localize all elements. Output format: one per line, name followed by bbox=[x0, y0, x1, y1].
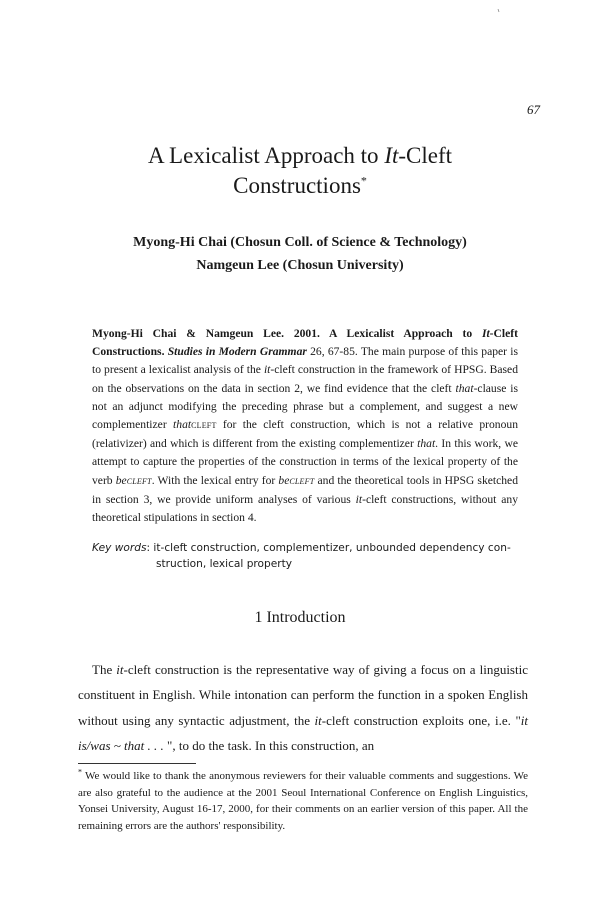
section-heading: 1 Introduction bbox=[254, 609, 346, 626]
abstract-text-5: . In this work, we attempt to capture the properties of the construction in terms of the lexical property of the verb bbox=[92, 437, 518, 487]
scan-mark bbox=[497, 0, 500, 4]
abstract-text-6: . With the lexical entry for bbox=[151, 473, 279, 487]
intro-text-2: -cleft construction is the representative way of giving a focus on a linguistic constituent in English. While intonation can perform the function in a spoken English without using any syntactic adjustment, the bbox=[78, 662, 528, 728]
abstract-cleft-subscript-3: CLEFT bbox=[289, 476, 315, 486]
abstract-text-3: -clause is not an adjunct modifying the preceding phrase but a complement, and suggest a new complementizer bbox=[92, 381, 518, 432]
abstract-it-2: it bbox=[355, 492, 363, 506]
intro-it-1: it bbox=[116, 662, 124, 677]
intro-text-4: ", to do the task. In this construction, an bbox=[167, 737, 375, 753]
citation-authors: Myong-Hi Chai & Namgeun Lee. 2001. A Lexicalist Approach to bbox=[92, 327, 482, 340]
abstract-text-8: -cleft constructions, without any theoretical stipulations in section 4. bbox=[92, 492, 518, 525]
abstract-be-2: be bbox=[278, 473, 290, 487]
abstract-be-1: be bbox=[115, 473, 127, 487]
page-number: 67 bbox=[527, 102, 540, 117]
footnote-text: We would like to thank the anonymous reviewers for their valuable comments and suggestions. We are also grateful to the audience at the 2001 Seoul International Conference on English Linguistics, Yonsei University, August 16-17, 2000, for their comments on an earlier version of this paper. All the remaining errors are the authors' responsibility. bbox=[78, 770, 528, 832]
keywords-line-1: : it-cleft construction, complementizer, unbounded dependency con- bbox=[146, 542, 511, 554]
volume-pages: 26, 67-85. bbox=[306, 345, 358, 359]
title-text-2: -Cleft bbox=[398, 143, 453, 168]
author-line-2: Namgeun Lee (Chosun University) bbox=[196, 258, 404, 273]
abstract bbox=[92, 325, 518, 527]
abstract-it-1: it bbox=[263, 363, 271, 377]
intro-it-2: it bbox=[314, 712, 322, 728]
footnote bbox=[78, 768, 528, 834]
title-text-1: A Lexicalist Approach to bbox=[147, 143, 385, 168]
title-footnote-mark: * bbox=[360, 173, 367, 188]
paper-title bbox=[0, 141, 600, 201]
intro-text-1: The bbox=[92, 662, 117, 677]
keywords bbox=[92, 541, 522, 572]
abstract-that-1: that bbox=[455, 381, 474, 395]
citation-it: It bbox=[481, 327, 490, 340]
abstract-text-2: -cleft construction in the framework of HPSG. Based on the observations on the data in section 2, we find evidence that the cleft bbox=[92, 363, 518, 395]
author-line-1: Myong-Hi Chai (Chosun Coll. of Science & Technology) bbox=[133, 235, 467, 250]
intro-paragraph bbox=[78, 657, 528, 758]
footnote-divider bbox=[78, 763, 196, 764]
intro-pattern: it is/was ~ that . . . bbox=[78, 712, 528, 753]
journal-name: Studies in Modern Grammar bbox=[167, 345, 307, 359]
abstract-that-cleft: that bbox=[173, 418, 192, 432]
keywords-label: Key words bbox=[92, 542, 147, 554]
title-line-2: Constructions bbox=[233, 173, 361, 198]
citation-title-rest: -Cleft Constructions. bbox=[92, 327, 518, 359]
title-italic-it: It bbox=[384, 143, 399, 168]
footnote-mark: * bbox=[78, 767, 82, 777]
intro-text-3: -cleft construction exploits one, i.e. " bbox=[321, 712, 521, 728]
abstract-text-4: for the cleft construction, which is not a relative pronoun (relativizer) and which is different from the existing complementizer bbox=[92, 418, 518, 451]
abstract-cleft-subscript-1: CLEFT bbox=[191, 421, 217, 431]
abstract-that-2: that bbox=[417, 437, 436, 451]
keywords-line-2: struction, lexical property bbox=[156, 557, 293, 570]
abstract-text-1: The main purpose of this paper is to present a lexicalist analysis of the bbox=[92, 345, 518, 377]
abstract-text-7: and the theoretical tools in HPSG sketched in section 3, we provide uniform analyses of various bbox=[92, 473, 518, 506]
abstract-cleft-subscript-2: CLEFT bbox=[126, 476, 152, 486]
